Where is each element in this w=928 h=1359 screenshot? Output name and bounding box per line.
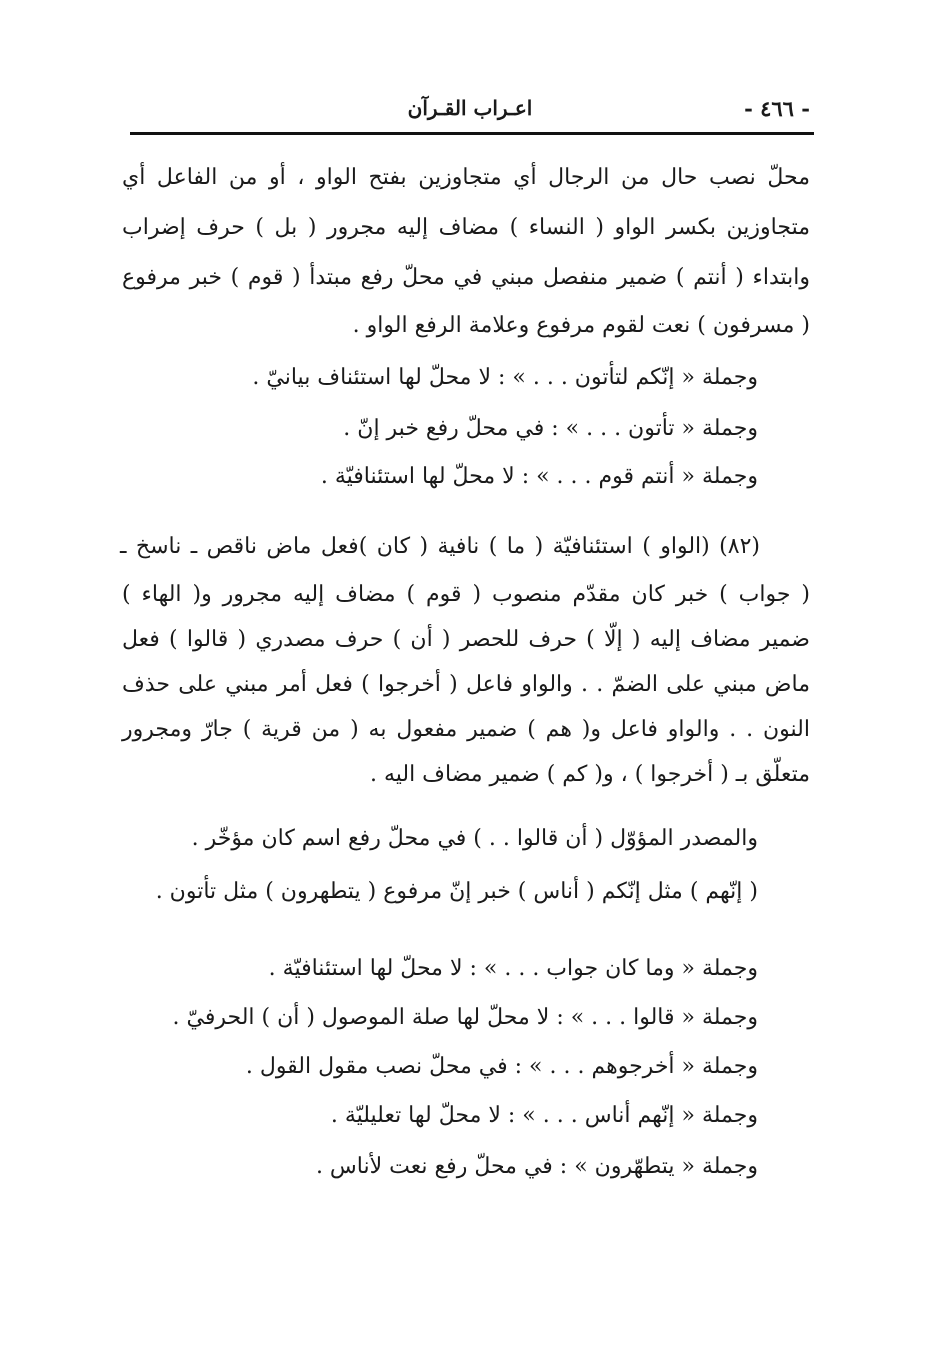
text-line: ( مسرفون ) نعت لقوم مرفوع وعلامة الرفع الواو .: [352, 313, 810, 338]
running-title: اعـراب القـرآن: [407, 96, 533, 120]
text-line: متجاوزين بكسر الواو ( النساء ) مضاف إليه مجرور ( بل ) حرف إضراب: [122, 215, 810, 240]
text-line: والمصدر المؤوّل ( أن قالوا . . ) في محلّ رفع اسم كان مؤخّر .: [191, 826, 758, 851]
text-line: وجملة « إنّكم لتأتون . . . » : لا محلّ لها استئناف بيانيّ .: [252, 365, 758, 390]
text-line: وجملة « قالوا . . . » : لا محلّ لها صلة الموصول ( أن ) الحرفيّ .: [172, 1005, 758, 1030]
text-line: النون . . والواو فاعل و( هم ) ضمير مفعول به ( من قرية ) جارّ ومجرور: [122, 717, 810, 742]
text-line: ( جواب ) خبر كان مقدّم منصوب ( قوم ) مضاف إليه مجرور و( الهاء ): [122, 582, 810, 607]
text-line: وجملة « وما كان جواب . . . » : لا محلّ لها استئنافيّة .: [268, 956, 758, 981]
page-number: - ٤٦٦ -: [744, 96, 810, 121]
text-line: (٨٢) (الواو ) استئنافيّة ( ما ) نافية ( كان )فعل ماض ناقص ـ ناسخ ـ: [120, 534, 760, 559]
header-rule: [130, 132, 814, 135]
text-line: ماض مبني على الضمّ . . والواو فاعل ( أخرجوا ) فعل أمر مبني على حذف: [122, 672, 810, 697]
text-line: متعلّق بـ ( أخرجوا ) ، و( كم ) ضمير مضاف اليه .: [369, 762, 810, 787]
text-line: وجملة « أخرجوهم . . . » : في محلّ نصب مقول القول .: [245, 1054, 758, 1079]
text-line: وابتداء ( أنتم ) ضمير منفصل مبني في محلّ رفع مبتدأ ( قوم ) خبر مرفوع: [122, 265, 810, 290]
text-line: وجملة « إنّهم أناس . . . » : لا محلّ لها تعليليّة .: [330, 1103, 758, 1128]
page-header: [130, 96, 810, 130]
text-line: ( إنّهم ) مثل إنّكم ( أناس ) خبر إنّ مرفوع ( يتطهرون ) مثل تأتون .: [155, 879, 758, 904]
text-line: وجملة « تأتون . . . » : في محلّ رفع خبر إنّ .: [343, 416, 758, 441]
text-line: محلّ نصب حال من الرجال أي متجاوزين بفتح الواو ، أو من الفاعل أي: [122, 165, 810, 190]
text-line: وجملة « أنتم قوم . . . » : لا محلّ لها استئنافيّة .: [320, 464, 758, 489]
text-line: وجملة « يتطهّرون » : في محلّ رفع نعت لأناس .: [315, 1154, 758, 1179]
text-line: ضمير مضاف إليه ( إلّا ) حرف للحصر ( أن ) حرف مصدري ( قالوا ) فعل: [122, 627, 810, 652]
